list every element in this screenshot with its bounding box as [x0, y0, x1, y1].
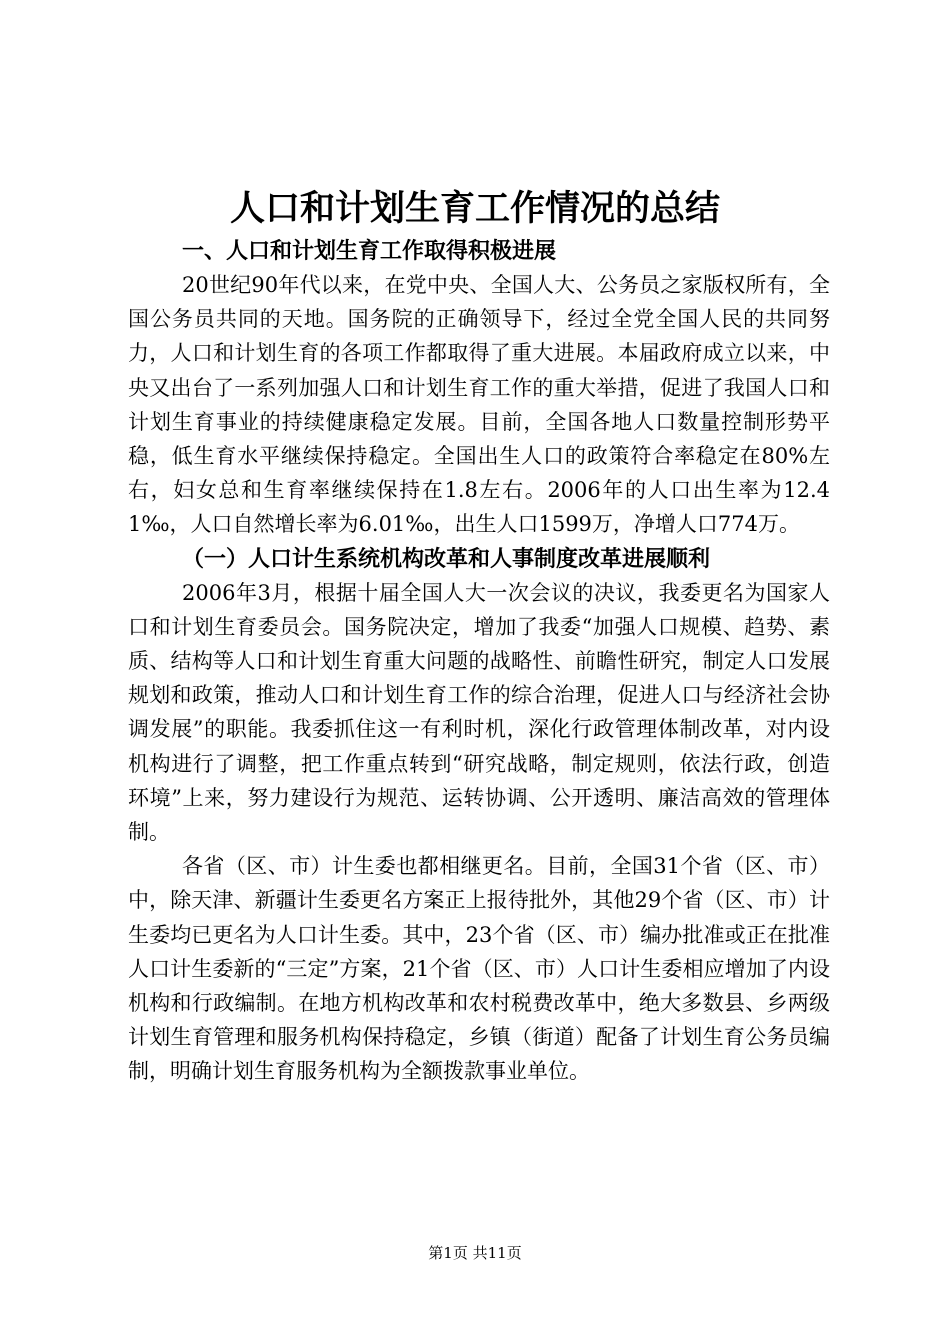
section-2-paragraph-1: 2006年3月，根据十届全国人大一次会议的决议，我委更名为国家人口和计划生育委员会。国务院决定，增加了我委“加强人口规模、趋势、素质、结构等人口和计划生育重大问题的战略性、前瞻性研究，制定人口发展规划和政策，推动人口和计划生育工作的综合治理，促进人口与经济社会协调发展”的职能。我委抓住这一有利时机，深化行政管理体制改革，对内设机构进行了调整，把工作重点转到“研究战略，制定规则，依法行政，创造环境”上来，努力建设行为规范、运转协调、公开透明、廉洁高效的管理体制。: [128, 580, 830, 845]
section-heading-1: 一、人口和计划生育工作取得积极进展: [182, 238, 557, 264]
document-title: 人口和计划生育工作情况的总结: [229, 188, 720, 229]
section-1-paragraph-1: 20世纪90年代以来，在党中央、全国人大、公务员之家版权所有，全国公务员共同的天地。国务院的正确领导下，经过全党全国人民的共同努力，人口和计划生育的各项工作都取得了重大进展。本届政府成立以来，中央又出台了一系列加强人口和计划生育工作的重大举措，促进了我国人口和计划生育事业的持续健康稳定发展。目前，全国各地人口数量控制形势平稳，低生育水平继续保持稳定。全国出生人口的政策符合率稳定在80%左右，妇女总和生育率继续保持在1.8左右。2006年的人口出生率为12.41‰，人口自然增长率为6.01‰，出生人口1599万，净增人口774万。: [128, 273, 830, 537]
document-body: [128, 234, 830, 1089]
page-number-footer: 第1页 共11页: [428, 1244, 522, 1262]
section-2-paragraph-2: 各省（区、市）计生委也都相继更名。目前，全国31个省（区、市）中，除天津、新疆计生委更名方案正上报待批外，其他29个省（区、市）计生委均已更名为人口计生委。其中，23个省（区、市）编办批准或正在批准人口计生委新的“三定”方案，21个省（区、市）人口计生委相应增加了内设机构和行政编制。在地方机构改革和农村税费改革中，绝大多数县、乡两级计划生育管理和服务机构保持稳定，乡镇（街道）配备了计划生育公务员编制，明确计划生育服务机构为全额拨款事业单位。: [128, 854, 830, 1084]
section-heading-2: （一）人口计生系统机构改革和人事制度改革进展顺利: [182, 545, 711, 572]
